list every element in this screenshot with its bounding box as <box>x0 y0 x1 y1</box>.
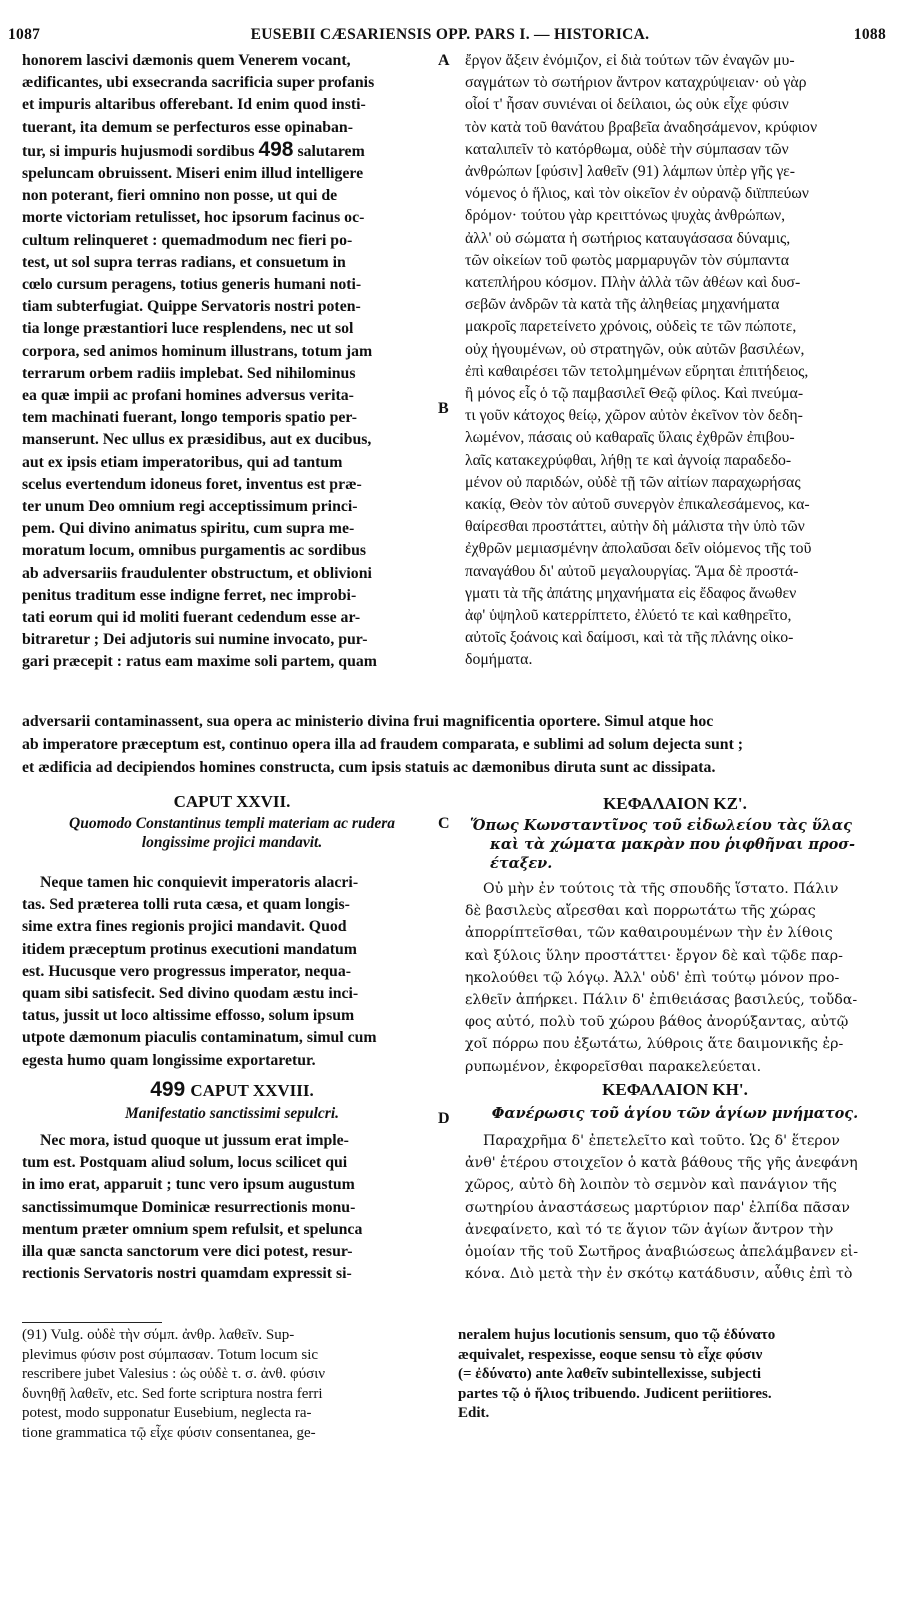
greek-line: ἐπὶ καθαιρέσει τῶν τετολμημένων εὕρηται ἐπιτήδειος, <box>465 362 809 380</box>
caput-28-body <box>22 1130 442 1285</box>
latin-line: tati eorum qui id moliti fuerant cedendum esse ar- <box>22 609 361 627</box>
caput-27-body <box>22 872 442 1072</box>
footnote-line: (= ἐδύνατο) ante λαθεῖν subintellexisse, subjecti <box>458 1366 762 1382</box>
footnote-line: neralem hujus locutionis sensum, quo τῷ ἐδύνατο <box>458 1327 776 1343</box>
caput-27-line: tas. Sed præterea tolli ruta cæsa, et quam longis- <box>22 896 350 914</box>
footnote-line: (91) Vulg. οὐδὲ τὴν σύμπ. ἀνθρ. λαθεῖν. Sup- <box>22 1327 295 1343</box>
kefalaion-27-subtitle-line: Ὅπως Κωνσταντῖνος τοῦ εἰδωλείου τὰς ὕλας <box>470 817 852 834</box>
greek-line: ἀλλ' οὐ σώματα ἡ σωτήριος καταυγάσασα δύναμις, <box>465 229 791 247</box>
caput-27-subtitle <box>22 814 442 852</box>
kefalaion-27-subtitle-line: έταξεν. <box>490 855 553 872</box>
greek-line: θαίρεσθαι προστάττει, αὐτὴν δὴ μάλιστα τὴν ὑπὸ τῶν <box>465 518 805 536</box>
greek-line: τὸν κατὰ τοῦ θανάτου βραβεῖα ἀναδησάμενον, κρύφιον <box>465 118 818 136</box>
greek-line: λωμένον, πάσαις οὐ καθαραῖς ὕλαις ἐχθρῶν ἐπιβου- <box>465 429 795 447</box>
kefalaion-27-line: ρυπωμένον, ἐκφορεῖσθαι παρακελεύεται. <box>465 1058 762 1075</box>
latin-line: ea quæ impii ac profani homines adversus verita- <box>22 387 354 405</box>
kefalaion-28-line: Παραχρῆμα δ' ἐπετελεῖτο καὶ τοῦτο. Ὡς δ' ἕτερον <box>483 1133 840 1149</box>
greek-line: μακροῖς παρετείνετο χρόνοις, οὐδεὶς τε τῶν πώποτε, <box>465 318 797 336</box>
latin-line: pem. Qui divino animatus spiritu, cum supra me- <box>22 520 355 538</box>
greek-line: καταλιπεῖν τὸ κατόρθωμα, οὐδὲ τὴν σύμπασαν τῶν <box>465 140 789 158</box>
page-marker-498: 498 <box>258 138 294 161</box>
footnote-91 <box>22 1326 442 1443</box>
caput-27-heading: CAPUT XXVII. <box>173 792 291 811</box>
caput-27-line: itidem præceptum protinus executioni mandatum <box>22 940 357 958</box>
kefalaion-27-line: χοῖ πόρρω που ἐξωτάτω, λύθροις ἅτε δαιμονικῆς ἐρ- <box>465 1036 844 1053</box>
kefalaion-27-line: καὶ ξύλοις ὕλην προστάττει· ἔργον δὲ καὶ τῷδε παρ- <box>465 947 843 964</box>
latin-line: tem machinati fuerant, longo temporis spatio per- <box>22 409 358 427</box>
greek-line: παναγάθου δι' αὐτοῦ μεγαλουργίας. Ἅμα δὲ προστά- <box>465 562 799 580</box>
latin-line: ab adversariis fraudulenter obstructum, et oblivioni <box>22 564 372 582</box>
caput-28-line: in imo erat, apparuit ; tunc vero ipsum augustum <box>22 1176 355 1194</box>
greek-line: οἷοί τ' ἦσαν συνιέναι οἱ δείλαιοι, ὡς οὐκ εἶχε φύσιν <box>465 96 789 114</box>
caput-27-line: est. Hucusque vero progressus imperator, nequa- <box>22 962 351 980</box>
caput-28-subtitle: Manifestatio sanctissimi sepulcri. <box>124 1105 339 1122</box>
greek-line: σαγμάτων τὸ σωτήριον ἄντρον καταχρύψειαν· οὐ γὰρ <box>465 74 807 92</box>
greek-line: ἢ μόνος εἷς ὁ τῷ παμβασιλεῖ Θεῷ φίλος. Καὶ πνεύμα- <box>465 385 804 403</box>
kefalaion-28-line: ἀνθ' ἑτέρου στοιχεῖον ὁ κατὰ βάθους τῆς γῆς ἀνεφάνη <box>465 1155 858 1172</box>
page-marker-499: 499 <box>150 1078 186 1101</box>
footnote-rule-left <box>22 1322 162 1323</box>
caput-27-subtitle-line: longissime projici mandavit. <box>141 834 323 851</box>
kefalaion-28-line: χῶρος, αὐτὸ δὴ λοιπὸν τὸ σεμνὸν καὶ πανάγιον τῆς <box>465 1177 837 1194</box>
footnote-line: plevimus φύσιν post σύμπασαν. Totum locum sic <box>22 1346 319 1363</box>
kefalaion-28-heading: ΚΕΦΑΛΑΙΟΝ ΚΗ'. <box>602 1080 748 1099</box>
latin-line: penitus traditum esse indigne ferret, nec improbi- <box>22 586 357 604</box>
latin-line: tiam subterfugiat. Quippe Servatoris nostri poten- <box>22 298 361 316</box>
footnote-line: tione grammatica τῷ εἶχε φύσιν consentanea, ge- <box>22 1424 316 1441</box>
caput-28-line: illa quæ sancta sanctorum vere dici potest, resur- <box>22 1243 353 1261</box>
page-number-left: 1087 <box>8 26 41 43</box>
kefalaion-27-heading: ΚΕΦΑΛΑΙΟΝ ΚΖ'. <box>603 794 747 813</box>
kefalaion-27-body <box>465 878 885 1078</box>
kefalaion-28-line: ὁμοίαν τῆς τοῦ Σωτῆρος ἀναβιώσεως ἀπελάμβανεν εἰ- <box>465 1244 859 1261</box>
latin-line: ædificantes, ubi exsecranda sacrificia super profanis <box>22 74 375 92</box>
latin-line: tur, si impuris hujusmodi sordibus 498 salutarem <box>22 138 365 161</box>
latin-line: scelus evertendum idoneus foret, inventus est præ- <box>22 475 362 493</box>
footnote-line: æquivalet, respexisse, eoque sensu τὸ εἶχε φύσιν <box>458 1346 763 1363</box>
greek-line: ἔργον ἄξειν ἐνόμιζον, εἰ διὰ τούτων τῶν ἐναγῶν μυ- <box>465 52 795 69</box>
kefalaion-28-subtitle: Φανέρωσις τοῦ ἁγίου τῶν ἁγίων μνήματος. <box>491 1105 859 1122</box>
greek-line: ἀφ' ὑψηλοῦ κατερρίπτετο, ἐλύετό τε καὶ καθηρεῖτο, <box>465 607 792 625</box>
footnote-line: Edit. <box>458 1405 490 1421</box>
greek-line: αὐτοῖς ξοάνοις καὶ δαίμοσι, καὶ τὰ τῆς πλάνης οἰκο- <box>465 629 794 647</box>
kefalaion-27-line: ελθεῖν ἀπήρκει. Πάλιν δ' ἐπιθειάσας βασιλεύς, τοὔδα- <box>465 992 858 1009</box>
greek-line: οὐχ ἡγουμένων, οὐ στρατηγῶν, οὐκ αὐτῶν βασιλέων, <box>465 340 805 358</box>
kefalaion-27-line: φος αὐτό, πολὺ τοῦ χώρου βάθος ἀνορύξαντας, αὐτῷ <box>465 1014 849 1031</box>
greek-line: μένον οὐ παριδών, οὐδὲ τῇ τῶν αἰτίων παραχωρήσας <box>465 473 801 491</box>
kefalaion-27-subtitle-line: καὶ τὰ χώματα μακρὰν που ῥιφθῆναι προσ- <box>490 836 855 853</box>
kefalaion-27-line: ἀπορρίπτεῖσθαι, τῶν καθαιρουμένων τὴν ἐν λίθοις <box>465 925 833 942</box>
greek-line: δρόμον· τούτου γὰρ κρειττόνως ψυχὰς ἀνθρώπων, <box>465 207 786 225</box>
greek-line: δομήματα. <box>465 651 533 669</box>
margin-letter-d: D <box>438 1110 450 1127</box>
kefalaion-27-line: ηκολούθει τῷ λόγῳ. Ἀλλ' οὐδ' ἐπὶ τούτῳ μόνον προ- <box>465 969 840 986</box>
caput-27-line: quam sibi satisfecit. Sed divino quodam æstu inci- <box>22 985 359 1003</box>
footnote-line: rescribere jubet Valesius : ὡς οὐδὲ τ. σ. ἀνθ. φύσιν <box>22 1366 326 1382</box>
caput-28-heading-line <box>22 1078 442 1102</box>
latin-line: test, ut sol supra terras radians, et consuetum in <box>22 253 346 271</box>
latin-full-line: et ædificia ad decipiendos homines constructa, cum ipsis statuis ac dæmonibus diruta sunt ac dissipata. <box>22 759 716 776</box>
caput-28-line: mentum præter omnium spem refulsit, et spelunca <box>22 1220 363 1238</box>
latin-line: tuerant, ita demum se perfecturos esse opinaban- <box>22 118 353 136</box>
latin-full-width-paragraph <box>22 710 882 779</box>
latin-line: cœlo cursum peragens, totius generis humani noti- <box>22 276 362 294</box>
latin-line: ter unum Deo omnium regi acceptissimum princi- <box>22 498 358 516</box>
running-title: EUSEBII CÆSARIENSIS OPP. PARS I. — HISTORICA. <box>250 26 650 43</box>
greek-line: ἀνθρώπων [φύσιν] λαθεῖν (91) λάμπων ὑπὲρ γῆς γε- <box>465 163 795 181</box>
latin-line: honorem lascivi dæmonis quem Venerem vocant, <box>22 52 351 69</box>
greek-line: τι γοῦν κάτοχος θείῳ, χῶρον αὐτὸν ἐκεῖνον τὸν δεδη- <box>465 407 803 425</box>
kefalaion-27-subtitle <box>470 816 885 873</box>
caput-28-line: sanctissimumque Dominicæ resurrectionis monu- <box>22 1198 356 1216</box>
greek-line: τῶν οἰκείων τοῦ φωτὸς μαρμαρυγῶν τὸν σύμπαντα <box>465 251 790 269</box>
caput-27-line: utpote dæmonum piaculis contaminatum, simul cum <box>22 1029 377 1047</box>
caput-28-line: Nec mora, istud quoque ut jussum erat imple- <box>40 1132 349 1149</box>
latin-line: bitraretur ; Dei adjutoris sui numine invocato, pur- <box>22 631 368 649</box>
page-number-right: 1088 <box>853 26 886 43</box>
footnote-line: δυνηθῇ λαθεῖν, etc. Sed forte scriptura nostra ferri <box>22 1385 323 1402</box>
latin-line: aut ex ipsis etiam imperatoribus, qui ad tantum <box>22 453 343 471</box>
footnote-line: potest, modo supponatur Eusebium, neglecta ra- <box>22 1405 312 1421</box>
caput-27-line: Neque tamen hic conquievit imperatoris alacri- <box>40 874 359 891</box>
latin-line: gari præcepit : ratus eam maxime soli partem, quam <box>22 653 377 671</box>
greek-line: λαῖς κατακεχρύφθαι, λήθῃ τε καὶ ἀγνοίᾳ παραδεδο- <box>465 451 792 469</box>
latin-line: terrarum orbem radiis implebat. Sed nihilominus <box>22 364 356 382</box>
caput-28-heading: CAPUT XXVIII. <box>190 1081 314 1100</box>
latin-line: manserunt. Nec ullus ex præsidibus, aut ex ducibus, <box>22 431 372 449</box>
caput-28-line: tum est. Postquam aliud solum, locus scilicet qui <box>22 1154 348 1172</box>
latin-line: morte victoriam retulisset, hoc ipsorum facinus oc- <box>22 209 365 227</box>
caput-27-line: tatus, jussit ut loco altissime effosso, solum ipsum <box>22 1007 355 1025</box>
latin-line: moratum locum, omnibus purgamentis ac sordibus <box>22 542 367 560</box>
latin-full-line: ab imperatore præceptum est, continuo opera illa ad fraudem comparata, e sublimi ad solum dejecta sunt ; <box>22 736 744 753</box>
latin-line: cultum relinqueret : quemadmodum nec fieri po- <box>22 231 353 249</box>
greek-column-top <box>465 50 885 672</box>
kefalaion-28-line: ἀνεφαίνετο, καὶ τό τε ἅγιον τῶν ἁγίων ἄντρον τὴν <box>465 1221 834 1238</box>
latin-line: speluncam obruissent. Miseri enim illud intelligere <box>22 165 364 183</box>
greek-line: σεβῶν ἀνδρῶν τὰ κατὰ τῆς ἀληθείας μηχανήματα <box>465 296 780 314</box>
latin-line: corpora, sed animos hominum illustrans, totum jam <box>22 342 373 360</box>
footnote-91-continued <box>458 1326 888 1424</box>
latin-line: et impuris altaribus offerebant. Id enim quod insti- <box>22 96 366 114</box>
greek-line: κατεπλήρου κόσμον. Πλὴν ἀλλὰ τῶν ἀθέων καὶ δυσ- <box>465 274 801 292</box>
latin-line: non poterant, fieri omnino non posse, ut qui de <box>22 187 338 205</box>
caput-27-line: egesta humo quam longissime exportaretur. <box>22 1051 316 1069</box>
kefalaion-28-line: κόνα. Διὸ μετὰ τὴν ἐν σκότῳ κατάδυσιν, αὖθις ἐπὶ τὸ <box>465 1266 853 1283</box>
margin-letter-b: B <box>438 400 449 417</box>
margin-letter-c: C <box>438 815 450 832</box>
kefalaion-27-line: Οὐ μὴν ἐν τούτοις τὰ τῆς σπουδῆς ἵστατο. Πάλιν <box>483 881 839 897</box>
margin-letter-a: A <box>438 52 450 69</box>
caput-28-line: rectionis Servatoris nostri quamdam expressit si- <box>22 1265 352 1283</box>
greek-line: νόμενος ὁ ἥλιος, καὶ τὸν οἰκεῖον ἐν οὐρανῷ διϊππεύων <box>465 185 809 203</box>
greek-line: γματι τὰ τῆς ἀπάτης μηχανήματα εἰς ἔδαφος ἄνωθεν <box>465 584 797 602</box>
caput-27-subtitle-line: Quomodo Constantinus templi materiam ac rudera <box>69 815 395 832</box>
kefalaion-27-line: δὲ βασιλεὺς αἴρεσθαι καὶ πορρωτάτω τῆς χώρας <box>465 903 816 920</box>
footnote-line: partes τῷ ὁ ἥλιος tribuendo. Judicent periitiores. <box>458 1385 772 1402</box>
latin-column-top <box>22 50 442 674</box>
kefalaion-28-line: σωτηρίου ἀναστάσεως μαρτύριον παρ' ἐλπίδα πᾶσαν <box>465 1199 850 1216</box>
latin-line: tia longe præstantiori luce resplendens, nec ut sol <box>22 320 354 338</box>
latin-full-line: adversarii contaminassent, sua opera ac ministerio divina frui magnificentia oportere. Simul atque hoc <box>22 713 714 730</box>
caput-27-line: sime extra fines regionis projici mandavit. Quod <box>22 918 347 936</box>
greek-line: ἐχθρῶν μεμιασμένην ἀπολαῦσαι δεῖν οἰόμενος τῆς τοῦ <box>465 540 812 558</box>
kefalaion-28-body <box>465 1130 885 1285</box>
greek-line: κακίᾳ, Θεὸν τὸν αὐτοῦ συνεργὸν ἐπικαλεσάμενος, κα- <box>465 496 810 514</box>
